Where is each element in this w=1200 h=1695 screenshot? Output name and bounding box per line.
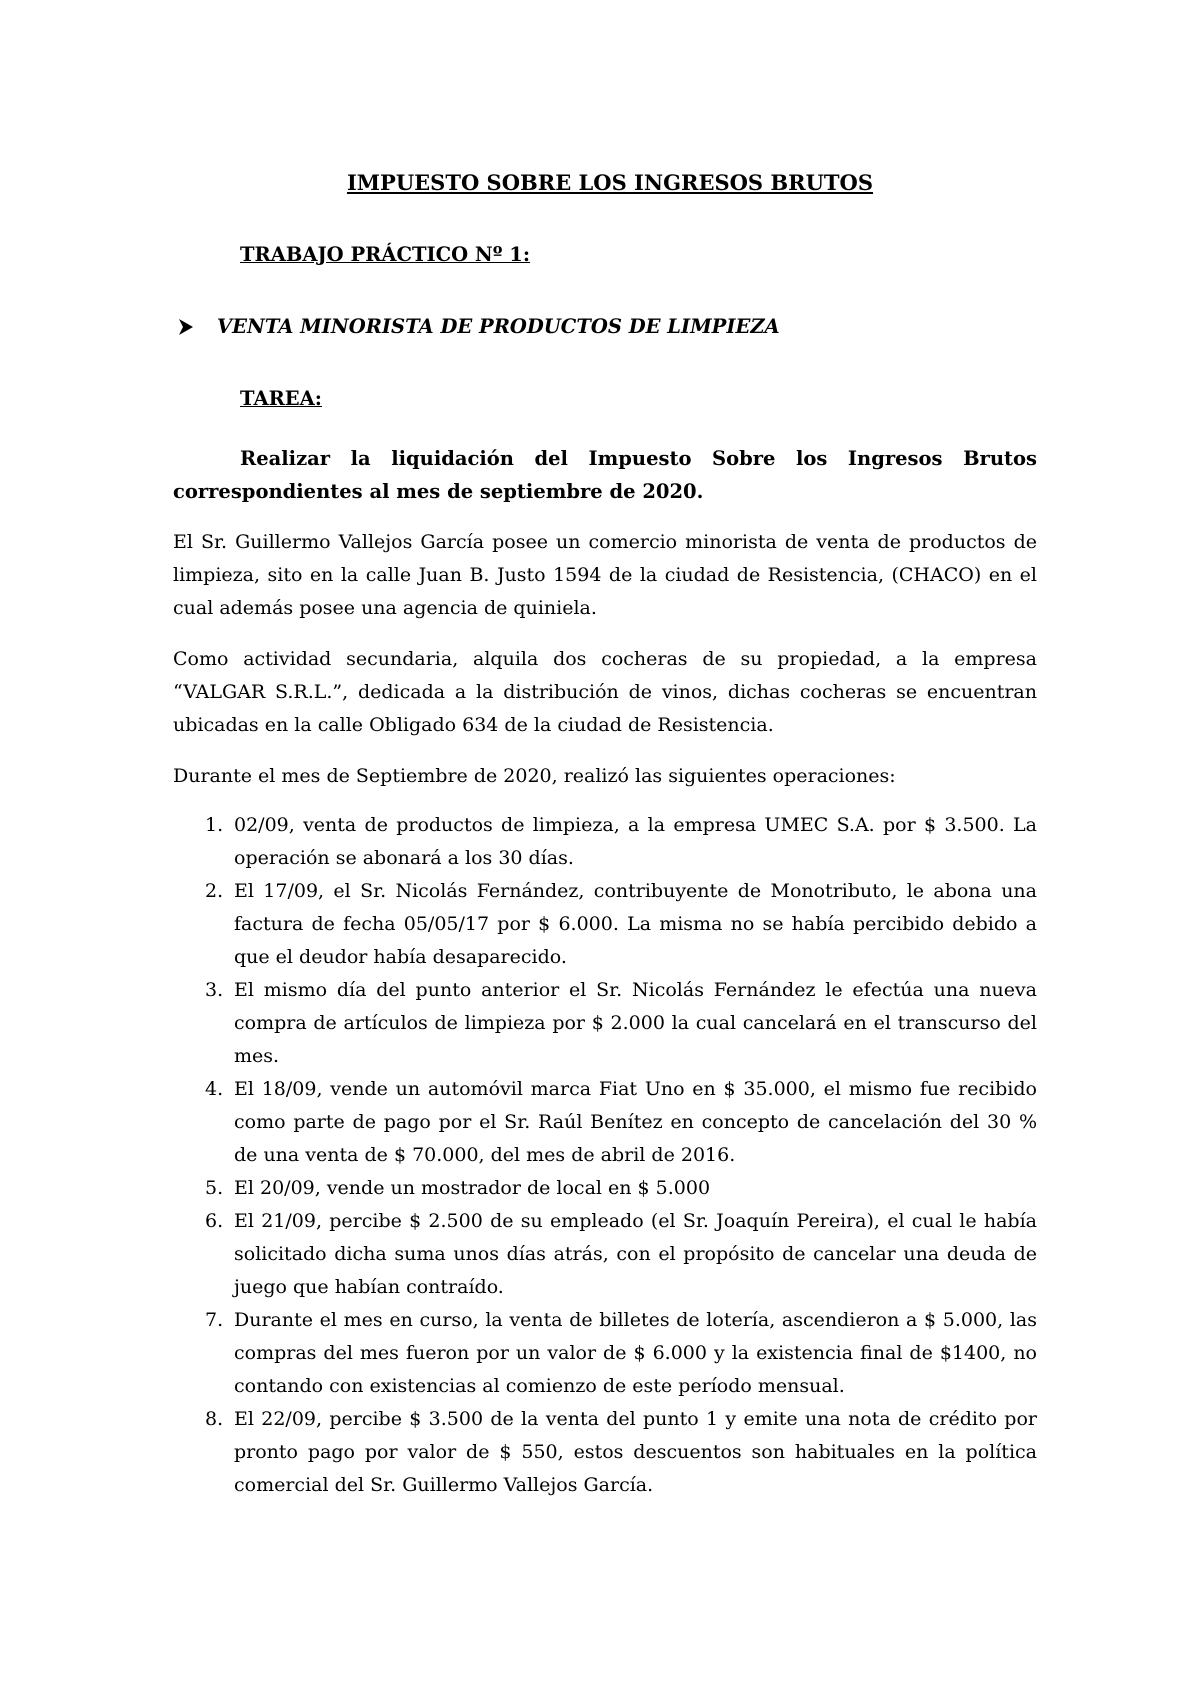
list-item-number: 2. [205, 880, 224, 902]
list-item-number: 8. [205, 1408, 224, 1430]
task-text: Realizar la liquidación del Impuesto Sobre los Ingresos Brutos correspondientes al mes de septiembre de 2020. [173, 447, 1037, 503]
list-item-text: El 17/09, el Sr. Nicolás Fernández, contribuyente de Monotributo, le abona una factura de fecha 05/05/17 por $ 6.000. La misma no se había percibido debido a que el deudor había desaparecido. [234, 880, 1037, 968]
list-item-text: 02/09, venta de productos de limpieza, a la empresa UMEC S.A. por $ 3.500. La operación se abonará a los 30 días. [234, 814, 1037, 869]
list-item [173, 875, 1037, 974]
list-item-number: 3. [205, 979, 224, 1001]
practical-work-title: TRABAJO PRÁCTICO Nº 1: [240, 243, 531, 266]
list-item [173, 1304, 1037, 1403]
paragraph-secondary-activity: Como actividad secundaria, alquila dos cocheras de su propiedad, a la empresa “VALGAR S.R.L.”, dedicada a la distribución de vinos, dichas cocheras se encuentran ubicadas en la calle Obligado 634 de la ciudad de Resistencia. [173, 648, 1037, 736]
operations-list [173, 809, 1037, 1502]
list-item [173, 1172, 1037, 1205]
list-item-number: 7. [205, 1309, 224, 1331]
list-item [173, 1403, 1037, 1502]
list-item-text: El 22/09, percibe $ 3.500 de la venta del punto 1 y emite una nota de crédito por pronto pago por valor de $ 550, estos descuentos son habituales en la política comercial del Sr. Guillermo Vallejos García. [234, 1408, 1037, 1496]
paragraph-owner: El Sr. Guillermo Vallejos García posee un comercio minorista de venta de productos de limpieza, sito en la calle Juan B. Justo 1594 de la ciudad de Resistencia, (CHACO) en el cual además posee una agencia de quiniela. [173, 531, 1037, 619]
list-item-number: 6. [205, 1210, 224, 1232]
task-label: TAREA: [240, 387, 322, 410]
list-item [173, 974, 1037, 1073]
list-item [173, 1073, 1037, 1172]
list-item-text: El 18/09, vende un automóvil marca Fiat Uno en $ 35.000, el mismo fue recibido como parte de pago por el Sr. Raúl Benítez en concepto de cancelación del 30 % de una venta de $ 70.000, del mes de abril de 2016. [234, 1078, 1037, 1166]
list-item-number: 1. [205, 814, 224, 836]
document-title: IMPUESTO SOBRE LOS INGRESOS BRUTOS [346, 170, 874, 195]
section-heading [178, 312, 1037, 342]
paragraph-operations-intro: Durante el mes de Septiembre de 2020, realizó las siguientes operaciones: [173, 765, 896, 787]
list-item-number: 5. [205, 1177, 224, 1199]
list-item-number: 4. [205, 1078, 224, 1100]
list-item-text: El mismo día del punto anterior el Sr. Nicolás Fernández le efectúa una nueva compra de artículos de limpieza por $ 2.000 la cual cancelará en el transcurso del mes. [234, 979, 1037, 1067]
list-item-text: El 21/09, percibe $ 2.500 de su empleado (el Sr. Joaquín Pereira), el cual le había solicitado dicha suma unos días atrás, con el propósito de cancelar una deuda de juego que habían contraído. [234, 1210, 1037, 1298]
list-item [173, 1205, 1037, 1304]
section-title: VENTA MINORISTA DE PRODUCTOS DE LIMPIEZA [217, 315, 780, 338]
list-item [173, 809, 1037, 875]
list-item-text: El 20/09, vende un mostrador de local en $ 5.000 [234, 1177, 711, 1199]
list-item-text: Durante el mes en curso, la venta de billetes de lotería, ascendieron a $ 5.000, las compras del mes fueron por un valor de $ 6.000 y la existencia final de $1400, no contando con existencias al comienzo de este período mensual. [234, 1309, 1037, 1397]
arrow-bullet-icon [178, 318, 194, 336]
